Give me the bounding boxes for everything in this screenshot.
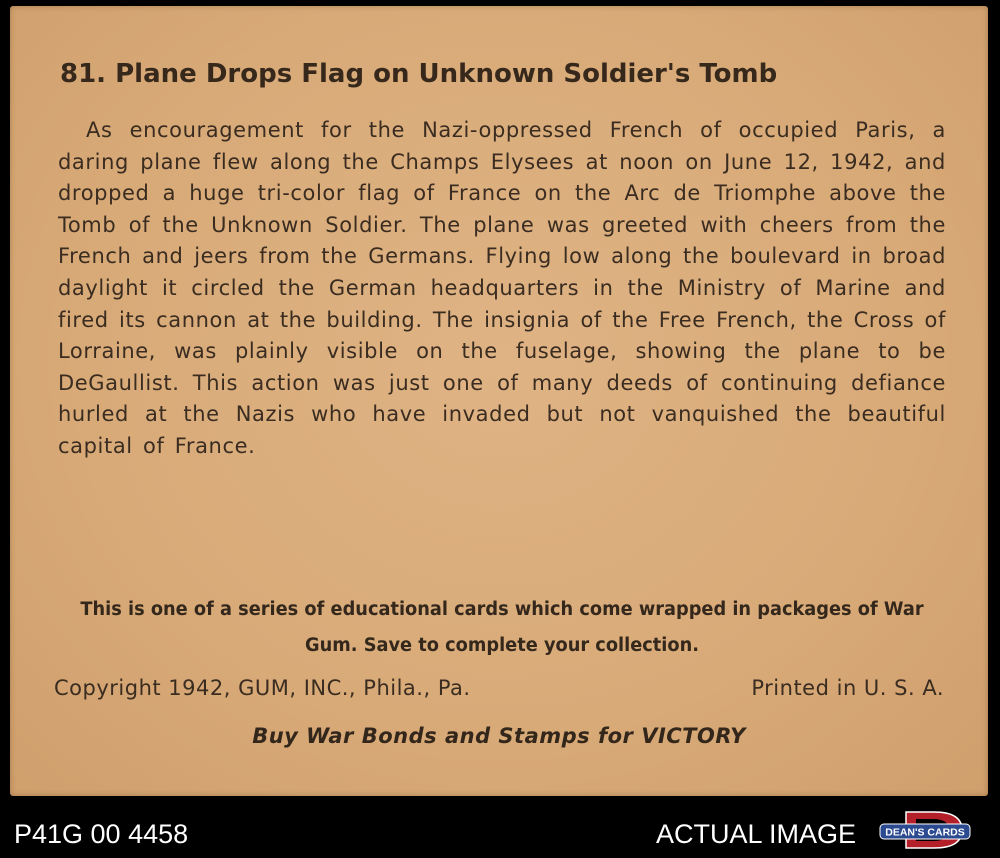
deans-cards-logo-icon [876,806,974,854]
card-footer-row [54,669,944,707]
card-title: 81. Plane Drops Flag on Unknown Soldier's Tomb [60,59,778,89]
printed-in-text: Printed in U. S. A. [751,676,944,700]
copyright-text: Copyright 1942, GUM, INC., Phila., Pa. [54,676,471,700]
certificate-id: P41G 00 4458 [14,819,189,849]
war-bonds-slogan: Buy War Bonds and Stamps for VICTORY [252,724,746,748]
card-description: As encouragement for the Nazi-oppressed French of occupied Paris, a daring plane flew along the Champs Elysees at noon on June 12, 1942, and dropped a huge tri-color flag of France on the Arc de Triomphe above the Tomb of the Unknown Soldier. The plane was greeted with cheers from the French and jeers from the Germans. Flying low along the boulevard in broad daylight it circled the German headquarters in the Ministry of Marine and fired its cannon at the building. The insignia of the Free French, the Cross of Lorraine, was plainly visible on the fuselage, showing the plane to be DeGaullist. This action was just one of many deeds of continuing defiance hurled at the Nazis who have invaded but not vanquished the beautiful capital of France. [58,118,946,458]
logo-text: DEAN'S CARDS [885,826,965,839]
trading-card-back [10,6,988,796]
listing-footer-bar [0,800,1000,858]
actual-image-label: ACTUAL IMAGE [655,819,856,849]
series-note: This is one of a series of educational cards which come wrapped in packages of War Gum. Save to complete your collection. [80,599,924,656]
